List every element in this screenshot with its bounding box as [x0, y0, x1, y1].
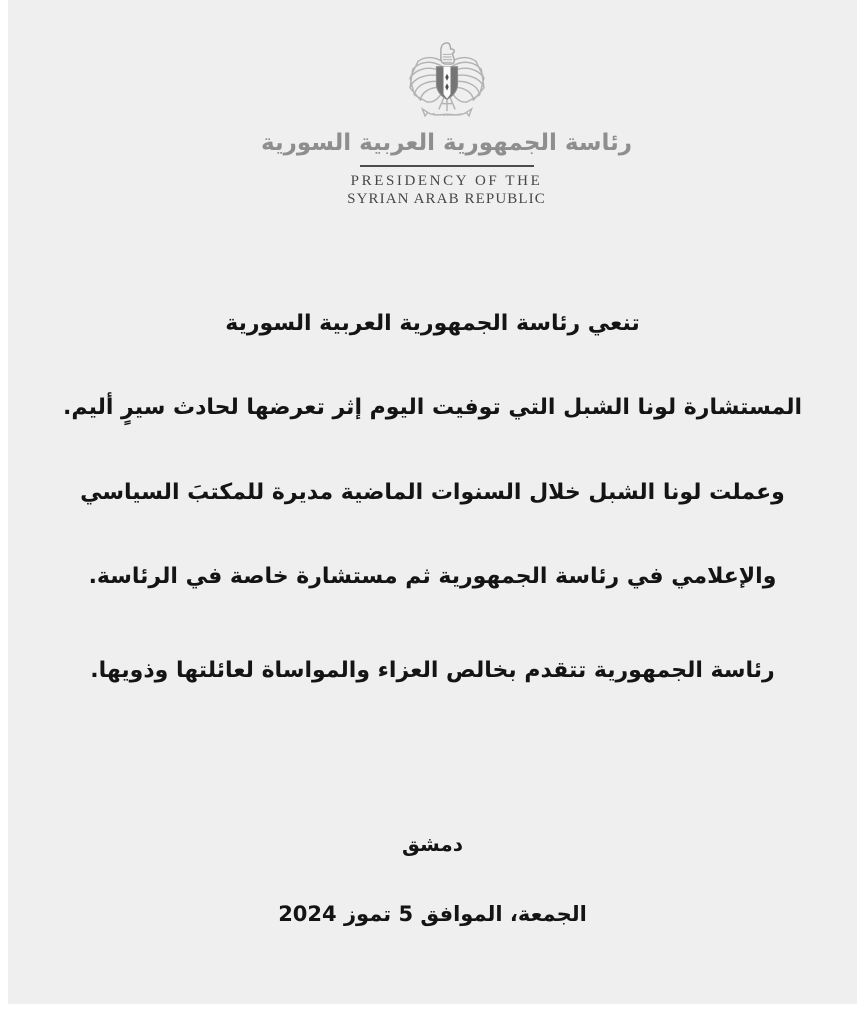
- statement-line-1: تنعي رئاسة الجمهورية العربية السورية: [225, 311, 640, 336]
- statement-line-3: وعملت لونا الشبل خلال السنوات الماضية مديرة للمكتبَ السياسي: [80, 480, 785, 505]
- statement-line-2: المستشارة لونا الشبل التي توفيت اليوم إثر تعرضها لحادث سيرٍ أليم.: [62, 395, 803, 420]
- document-page: [8, 0, 857, 1004]
- presidency-english-line1: PRESIDENCY OF THE: [350, 173, 543, 189]
- header-divider: [360, 165, 534, 167]
- statement-line-5: رئاسة الجمهورية تتقدم بخالص العزاء والمواساة لعائلتها وذويها.: [90, 658, 775, 683]
- statement-line-4: والإعلامي في رئاسة الجمهورية ثم مستشارة خاصة في الرئاسة.: [88, 564, 777, 589]
- date-label: الجمعة، الموافق 5 تموز 2024: [278, 902, 587, 926]
- syrian-eagle-icon: [403, 34, 491, 124]
- letterhead: [22, 34, 857, 208]
- presidency-arabic-logo: رئاسة الجمهورية العربية السورية: [261, 130, 632, 156]
- eagle-head: [440, 43, 454, 64]
- eagle-shield: [436, 67, 457, 100]
- city-label: دمشق: [401, 832, 464, 856]
- presidency-english-line2: SYRIAN ARAB REPUBLIC: [347, 191, 546, 207]
